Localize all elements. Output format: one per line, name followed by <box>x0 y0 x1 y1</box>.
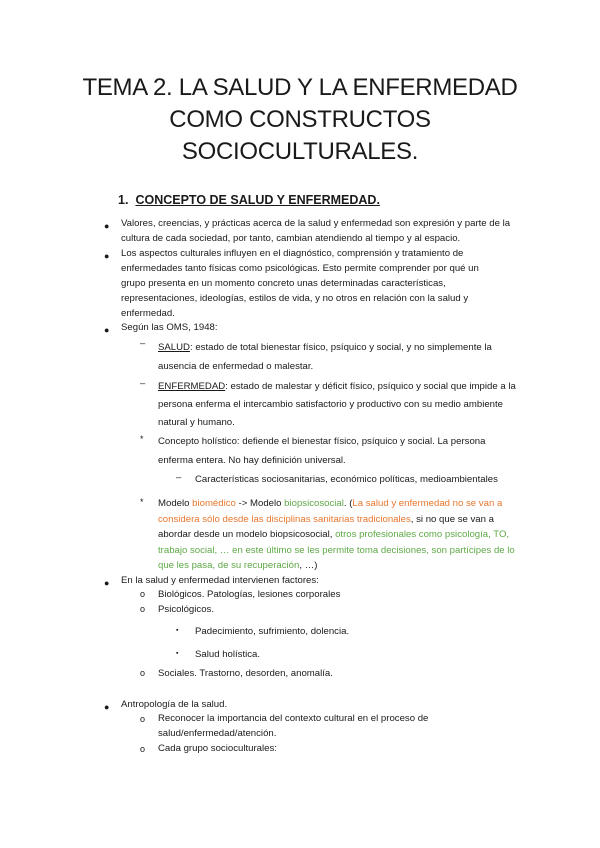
section-title: CONCEPTO DE SALUD Y ENFERMEDAD. <box>135 193 380 207</box>
anthropology-item: Cada grupo socioculturales: <box>158 743 277 754</box>
title-line-3: SOCIOCULTURALES. <box>181 138 419 165</box>
page-title <box>40 72 560 168</box>
bullet-text: Según las OMS, 1948: <box>121 322 218 333</box>
dash-icon: – <box>140 338 146 349</box>
enfermedad-def: : estado de malestar y déficit físico, psíquico y social que impide a la persona enferma el intercambio satisfactorio y productivo con su medio ambiente natural y humano. <box>158 381 516 428</box>
dash-icon: – <box>140 378 146 389</box>
bullet-text: Antropología de la salud. <box>121 699 228 710</box>
salud-definition <box>158 338 518 376</box>
model-text: , si no que se van a abordar desde un modelo biopsicosocial, <box>158 513 494 540</box>
circle-icon: o <box>140 668 146 678</box>
title-line-1: TEMA 2. LA SALUD Y LA ENFERMEDAD <box>82 74 518 101</box>
circle-icon: o <box>140 714 146 724</box>
title-line-2: COMO CONSTRUCTOS <box>169 106 431 133</box>
model-biomedico: biomédico <box>192 498 236 509</box>
model-text: . ( <box>343 498 353 509</box>
square-icon: ▪ <box>176 650 179 657</box>
salud-term: SALUD <box>158 342 190 353</box>
section-heading <box>118 193 380 207</box>
bullet-icon: ● <box>104 251 110 261</box>
model-text: Modelo <box>158 498 193 509</box>
model-text: -> Modelo <box>235 498 285 509</box>
factor-subitem: Padecimiento, sufrimiento, dolencia. <box>195 626 350 637</box>
factor-item: Sociales. Trastorno, desorden, anomalía. <box>158 668 333 679</box>
circle-icon: o <box>140 604 146 614</box>
dash-icon: – <box>176 472 182 483</box>
circle-icon: o <box>140 589 146 599</box>
factor-item: Psicológicos. <box>158 604 214 615</box>
circle-icon: o <box>140 744 146 754</box>
model-green-text: otros profesionales como psicología, TO, trabajo social, … en este último se les permite toma decisiones, son partícipes de lo que les pasa, de su recuperación <box>158 529 515 571</box>
star-icon: * <box>140 497 144 507</box>
model-orange-text: La salud y enfermedad no se van a considera sólo desde las disciplinas sanitarias tradicionales <box>158 498 503 525</box>
anthropology-item: Reconocer la importancia del contexto cultural en el proceso de salud/enfermedad/atención. <box>158 713 429 739</box>
factor-item: Biológicos. Patologías, lesiones corporales <box>158 589 341 600</box>
bullet-text: En la salud y enfermedad intervienen factores: <box>121 575 319 586</box>
enfermedad-definition <box>158 378 518 432</box>
model-biopsicosocial: biopsicosocial <box>284 498 344 509</box>
bullet-text: Valores, creencias, y prácticas acerca de la salud y enfermedad son expresión y parte de la cultura de cada sociedad, por tanto, cambian atendiendo al tiempo y al espacio. <box>121 218 511 244</box>
factor-subitem: Salud holística. <box>195 649 261 660</box>
model-paragraph <box>158 496 520 574</box>
section-number: 1. <box>118 193 129 207</box>
bullet-icon: ● <box>104 702 110 712</box>
bullet-icon: ● <box>104 578 110 588</box>
star-icon: * <box>140 434 144 444</box>
characteristics: Características sociosanitarias, económico políticas, medioambientales <box>195 474 498 485</box>
square-icon: ▪ <box>176 627 179 634</box>
bullet-icon: ● <box>104 325 110 335</box>
enfermedad-term: ENFERMEDAD <box>158 381 226 392</box>
bullet-text: Los aspectos culturales influyen en el diagnóstico, comprensión y tratamiento de enfermedades tanto físicas como psicológicas. Esto permite comprender por qué un grupo presenta en un momento concreto unas determinadas características, representaciones, ideologías, estilos de vida, y no otros en relación con la salud y enfermedad. <box>121 248 479 319</box>
holistic-concept: Concepto holístico: defiende el bienestar físico, psíquico y social. La persona enferma entera. No hay definición universal. <box>158 436 486 466</box>
bullet-icon: ● <box>104 221 110 231</box>
model-text: , …) <box>299 560 318 571</box>
salud-def: : estado de total bienestar físico, psíquico y social, y no simplemente la ausencia de enfermedad o malestar. <box>158 342 492 372</box>
